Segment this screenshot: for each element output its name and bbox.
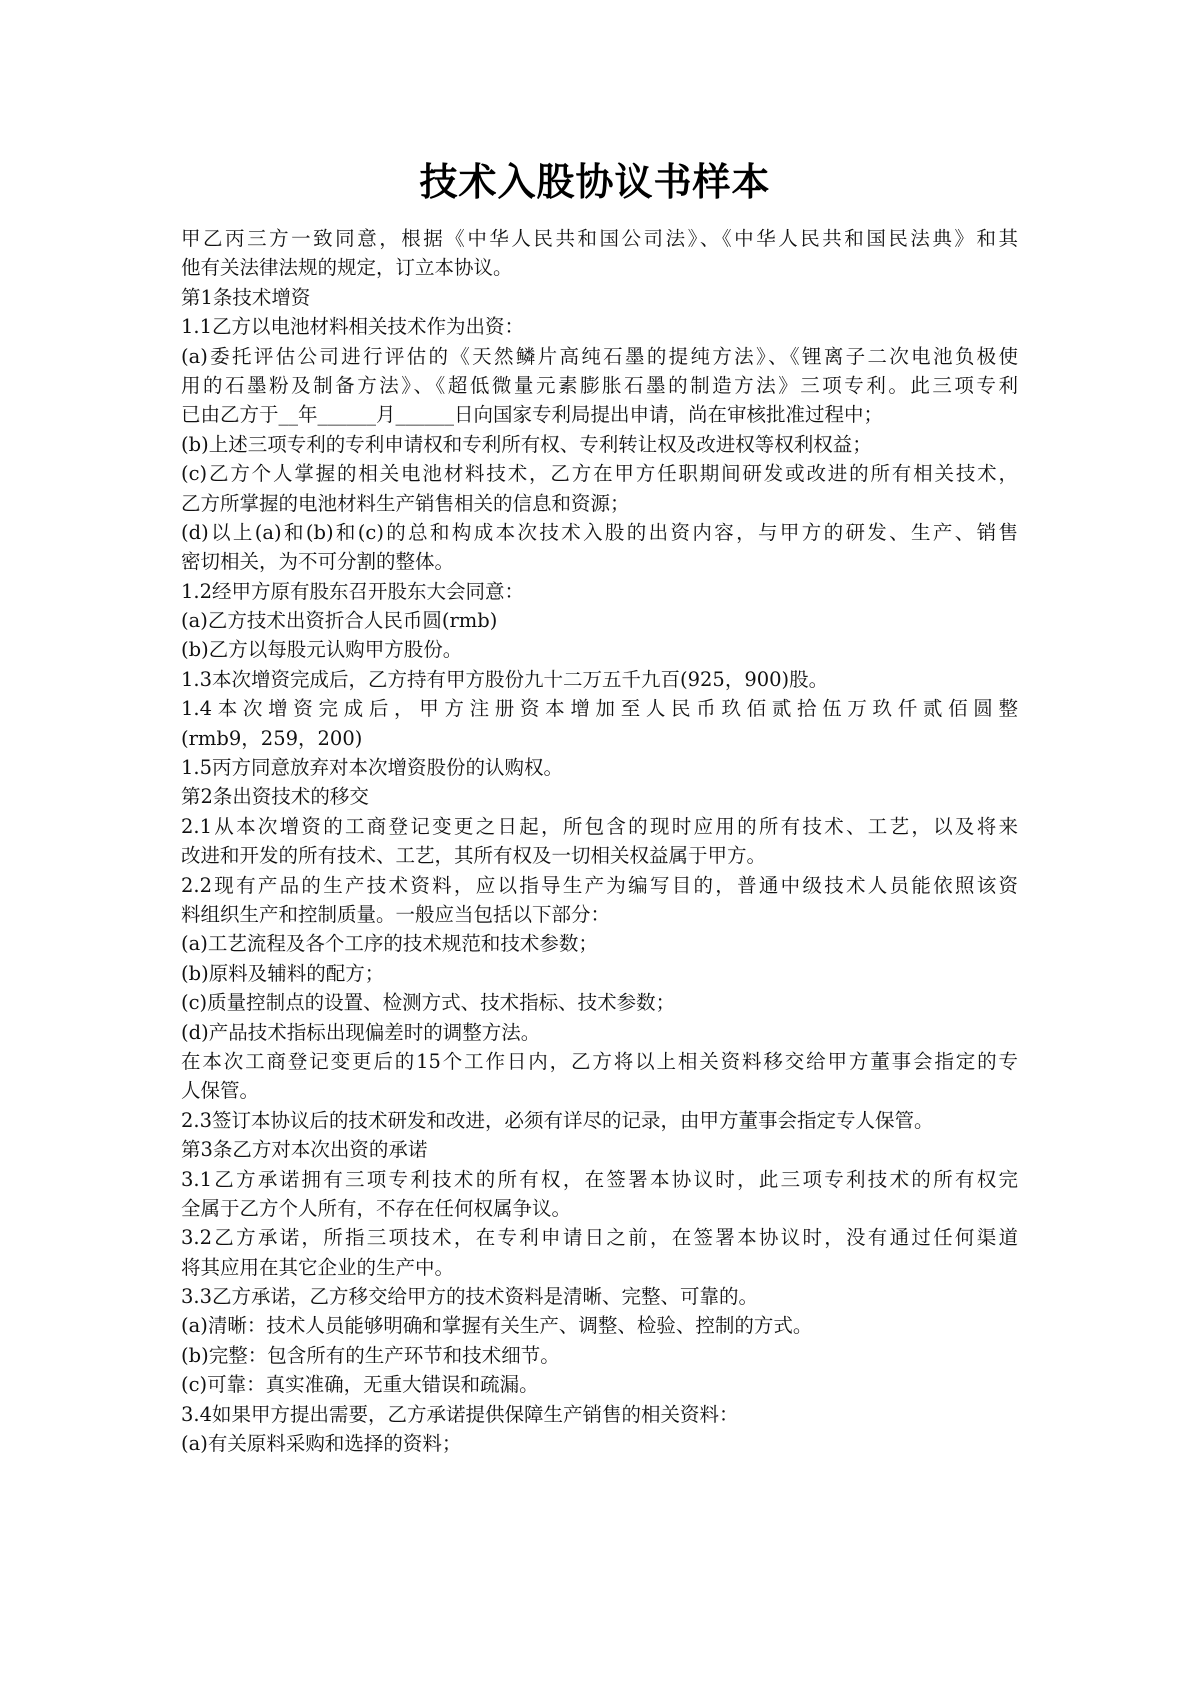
clause-1-2-b: (b)乙方以每股元认购甲方股份。 (181, 638, 463, 662)
article-2-heading: 第2条出资技术的移交 (181, 785, 369, 809)
clause-1-5: 1.5丙方同意放弃对本次增资股份的认购权。 (181, 756, 564, 780)
clause-1-4-line-2: (rmb9，259，200) (181, 726, 363, 750)
clause-1-4-line-1: 1.4本次增资完成后，甲方注册资本增加至人民币玖佰贰拾伍万玖仟贰佰圆整 (181, 697, 1018, 721)
clause-1-1-c-line-1: (c)乙方个人掌握的相关电池材料技术，乙方在甲方任职期间研发或改进的所有相关技术， (181, 462, 1018, 486)
clause-1-1-d-line-1: (d)以上(a)和(b)和(c)的总和构成本次技术入股的出资内容，与甲方的研发、生产、销售 (181, 520, 1018, 544)
clause-1-1-a-line-3: 已由乙方于__年______月______日向国家专利局提出申请，尚在审核批准过程中； (181, 403, 884, 427)
clause-1-1-d-line-2: 密切相关，为不可分割的整体。 (181, 550, 455, 574)
article-1-heading: 第1条技术增资 (181, 285, 311, 309)
intro-line-2: 他有关法律法规的规定，订立本协议。 (181, 256, 513, 280)
clause-1-3: 1.3本次增资完成后，乙方持有甲方股份九十二万五千九百(925，900)股。 (181, 667, 829, 691)
clause-1-2-a: (a)乙方技术出资折合人民币圆(rmb) (181, 609, 498, 633)
clause-2-1-line-2: 改进和开发的所有技术、工艺，其所有权及一切相关权益属于甲方。 (181, 844, 767, 868)
clause-3-3-a: (a)清晰：技术人员能够明确和掌握有关生产、调整、检验、控制的方式。 (181, 1314, 813, 1338)
clause-2-1-line-1: 2.1从本次增资的工商登记变更之日起，所包含的现时应用的所有技术、工艺，以及将来 (181, 814, 1018, 838)
clause-2-2-line-1: 2.2现有产品的生产技术资料，应以指导生产为编写目的，普通中级技术人员能依照该资 (181, 873, 1018, 897)
clause-1-1-c-line-2: 乙方所掌握的电池材料生产销售相关的信息和资源； (181, 491, 630, 515)
clause-2-2-b: (b)原料及辅料的配方； (181, 961, 385, 985)
clause-3-2-line-2: 将其应用在其它企业的生产中。 (181, 1255, 455, 1279)
clause-2-2-transfer-line-2: 人保管。 (181, 1079, 260, 1103)
clause-3-3-b: (b)完整：包含所有的生产环节和技术细节。 (181, 1343, 560, 1367)
clause-2-2-a: (a)工艺流程及各个工序的技术规范和技术参数； (181, 932, 598, 956)
clause-2-2-line-2: 料组织生产和控制质量。一般应当包括以下部分： (181, 902, 611, 926)
intro-line-1: 甲乙丙三方一致同意，根据《中华人民共和国公司法》、《中华人民共和国民法典》和其 (181, 227, 1018, 250)
document-body (181, 224, 1018, 1458)
clause-1-1-a-line-1: (a)委托评估公司进行评估的《天然鳞片高纯石墨的提纯方法》、《锂离子二次电池负极使 (181, 344, 1018, 368)
clause-1-2: 1.2经甲方原有股东召开股东大会同意： (181, 579, 525, 603)
clause-2-2-transfer-line-1: 在本次工商登记变更后的15个工作日内，乙方将以上相关资料移交给甲方董事会指定的专 (181, 1049, 1018, 1073)
clause-3-3-c: (c)可靠：真实准确，无重大错误和疏漏。 (181, 1373, 539, 1397)
article-3-heading: 第3条乙方对本次出资的承诺 (181, 1138, 428, 1162)
clause-1-1-a-line-2: 用的石墨粉及制备方法》、《超低微量元素膨胀石墨的制造方法》三项专利。此三项专利 (181, 373, 1018, 397)
clause-2-3: 2.3签订本协议后的技术研发和改进，必须有详尽的记录，由甲方董事会指定专人保管。 (181, 1108, 934, 1132)
clause-3-3: 3.3乙方承诺，乙方移交给甲方的技术资料是清晰、完整、可靠的。 (181, 1285, 759, 1309)
clause-3-4-a: (a)有关原料采购和选择的资料； (181, 1432, 462, 1456)
clause-3-1-line-2: 全属于乙方个人所有，不存在任何权属争议。 (181, 1196, 572, 1220)
clause-1-1-b: (b)上述三项专利的专利申请权和专利所有权、专利转让权及改进权等权利权益； (181, 432, 872, 456)
clause-2-2-c: (c)质量控制点的设置、检测方式、技术指标、技术参数； (181, 991, 676, 1015)
clause-3-2-line-1: 3.2乙方承诺，所指三项技术，在专利申请日之前，在签署本协议时，没有通过任何渠道 (181, 1226, 1018, 1250)
clause-1-1: 1.1乙方以电池材料相关技术作为出资： (181, 315, 525, 339)
clause-2-2-d: (d)产品技术指标出现偏差时的调整方法。 (181, 1020, 541, 1044)
clause-3-4: 3.4如果甲方提出需要，乙方承诺提供保障生产销售的相关资料： (181, 1402, 739, 1426)
document-title: 技术入股协议书样本 (419, 160, 771, 204)
clause-3-1-line-1: 3.1乙方承诺拥有三项专利技术的所有权，在签署本协议时，此三项专利技术的所有权完 (181, 1167, 1018, 1191)
